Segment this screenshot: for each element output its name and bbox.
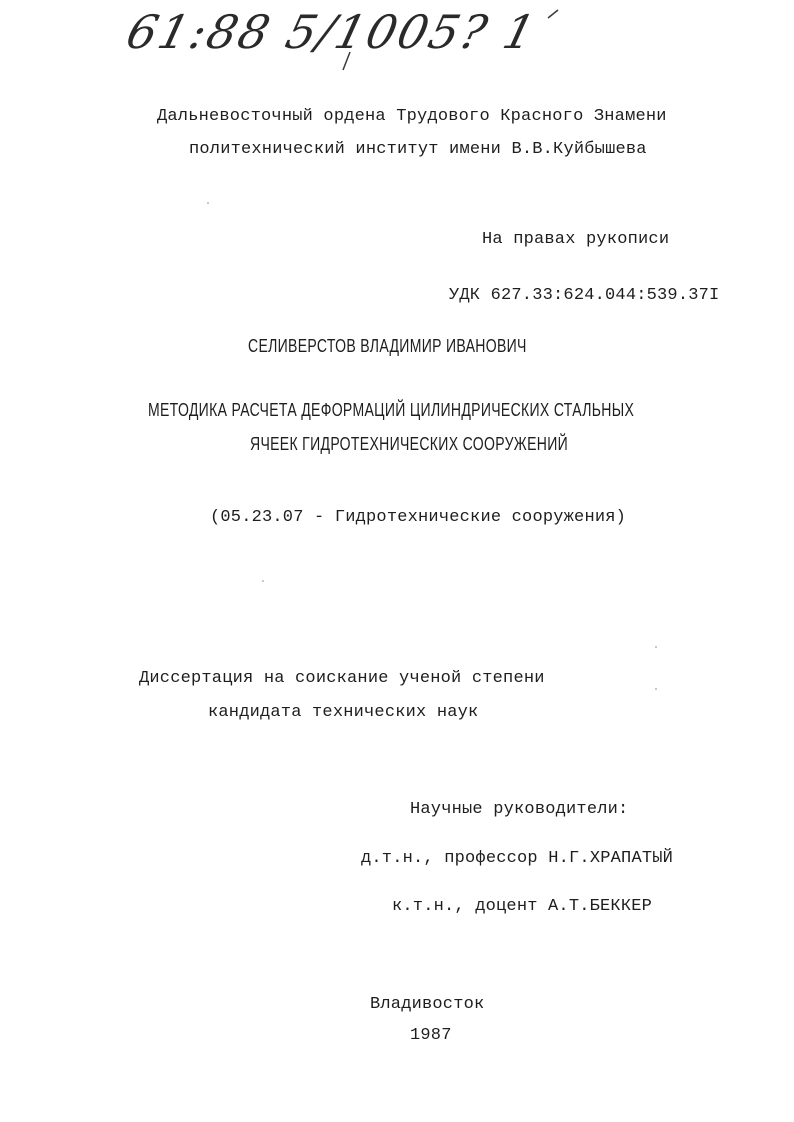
- udc-code: УДК 627.33:624.044:539.37I: [449, 286, 720, 305]
- scan-speck: [262, 580, 264, 582]
- handwritten-archive-number: [121, 0, 588, 90]
- author-name: СЕЛИВЕРСТОВ ВЛАДИМИР ИВАНОВИЧ: [248, 336, 527, 356]
- title-line-1: МЕТОДИКА РАСЧЕТА ДЕФОРМАЦИЙ ЦИЛИНДРИЧЕСКИХ СТАЛЬНЫХ: [148, 400, 635, 420]
- city: Владивосток: [370, 995, 485, 1014]
- handwritten-number-text: 61:88 5/1005? 1: [121, 5, 543, 59]
- specialty-code: (05.23.07 - Гидротехнические сооружения): [210, 508, 627, 527]
- supervisor-first: д.т.н., профессор Н.Г.ХРАПАТЫЙ: [361, 849, 674, 868]
- degree-line-2: кандидата технических наук: [208, 703, 479, 722]
- year: 1987: [410, 1026, 452, 1045]
- scan-speck: [655, 688, 657, 690]
- manuscript-rights: На правах рукописи: [482, 230, 670, 249]
- scan-speck: [655, 646, 657, 648]
- institution-line-1: Дальневосточный ордена Трудового Красного Знамени: [157, 107, 667, 126]
- supervisors-heading: Научные руководители:: [410, 800, 629, 819]
- institution-line-2: политехнический институт имени В.В.Куйбышева: [189, 140, 647, 159]
- title-line-2: ЯЧЕЕК ГИДРОТЕХНИЧЕСКИХ СООРУЖЕНИЙ: [250, 434, 569, 454]
- handwriting-strokes: [128, 0, 588, 90]
- supervisor-second: к.т.н., доцент А.Т.БЕККЕР: [392, 897, 653, 916]
- degree-line-1: Диссертация на соискание ученой степени: [139, 669, 545, 688]
- scan-speck: [207, 202, 209, 204]
